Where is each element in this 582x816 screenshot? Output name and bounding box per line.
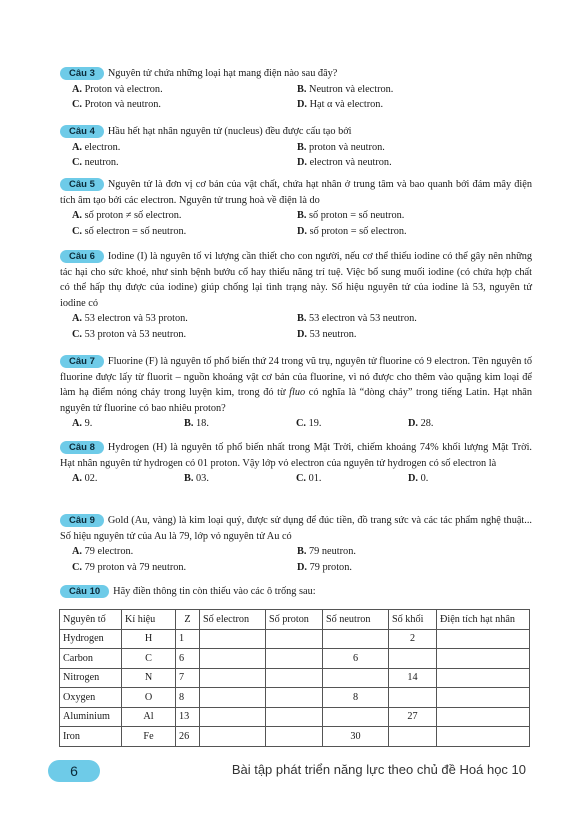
table-cell: 2 <box>389 629 437 649</box>
question-label: Câu 5 <box>60 178 104 191</box>
option-a[interactable]: A. 9. <box>72 418 93 429</box>
option-b[interactable]: B. Neutron và electron. <box>297 83 394 95</box>
table-cell: 13 <box>176 707 200 727</box>
table-cell-blank[interactable] <box>389 688 437 708</box>
table-cell-blank[interactable] <box>389 727 437 747</box>
table-cell-blank[interactable] <box>389 649 437 669</box>
table-cell-blank[interactable] <box>437 668 530 688</box>
option-a[interactable]: A. 02. <box>72 473 98 484</box>
stem-text-end: có nghĩa là “dòng chảy” trong tiếng Latin. Hạt nhân nguyên tử fluorine có bao nhiêu proton? <box>60 387 533 414</box>
table-cell-blank[interactable] <box>200 629 266 649</box>
table-row <box>60 688 530 708</box>
stem-text: Hãy điền thông tin còn thiếu vào các ô trống sau: <box>113 586 316 597</box>
question-stem <box>60 177 532 208</box>
table-cell: 26 <box>176 727 200 747</box>
table-cell: 6 <box>323 649 389 669</box>
table-header: Điện tích hạt nhân <box>437 610 530 630</box>
option-d[interactable]: D. số proton = số electron. <box>297 225 407 237</box>
stem-text: Fluorine (F) là nguyên tố phổ biến thứ 24 trong vũ trụ, nguyên tử fluorine có 9 electron. Tên nguyên tố fluorine được lấy từ fluorit – nguồn khoáng vật cơ bản của fluorine, vì nó được cho thêm vào quặng kim loại để làm hạ điểm nóng chảy trong luyện kim, trong đó từ <box>60 356 532 398</box>
table-cell-blank[interactable] <box>323 629 389 649</box>
option-c[interactable]: C. số electron = số neutron. <box>72 225 187 237</box>
stem-italic: fluo <box>289 387 306 398</box>
stem-text: Hầu hết hạt nhân nguyên tử (nucleus) đều được cấu tạo bởi <box>107 126 352 137</box>
options <box>72 140 532 171</box>
table-cell: 6 <box>176 649 200 669</box>
option-d[interactable]: D. Hạt α và electron. <box>297 99 384 110</box>
question-5 <box>60 177 532 239</box>
option-a[interactable]: A. electron. <box>72 141 121 153</box>
table-cell-blank[interactable] <box>200 649 266 669</box>
option-b[interactable]: B. 79 neutron. <box>297 546 356 557</box>
table-cell-blank[interactable] <box>200 668 266 688</box>
table-header-row <box>60 610 530 630</box>
table-row <box>60 707 530 727</box>
question-stem <box>60 124 532 140</box>
table-header: Số khối <box>389 610 437 630</box>
table-cell-blank[interactable] <box>437 629 530 649</box>
table-cell: 7 <box>176 668 200 688</box>
option-b[interactable]: B. 18. <box>184 418 209 429</box>
option-c[interactable]: C. Proton và neutron. <box>72 99 161 110</box>
question-label: Câu 7 <box>60 355 104 368</box>
element-info-table <box>59 609 530 747</box>
question-stem <box>60 584 532 600</box>
table-cell-blank[interactable] <box>266 668 323 688</box>
option-d[interactable]: D. 0. <box>408 473 429 484</box>
table-cell: C <box>122 649 176 669</box>
table-header: Số proton <box>266 610 323 630</box>
question-label: Câu 10 <box>60 585 109 598</box>
table-row <box>60 629 530 649</box>
option-a[interactable]: A. số proton ≠ số electron. <box>72 210 182 221</box>
table-cell-blank[interactable] <box>266 649 323 669</box>
question-stem <box>60 513 532 544</box>
table-header: Số neutron <box>323 610 389 630</box>
table-cell-blank[interactable] <box>200 727 266 747</box>
table-cell: 30 <box>323 727 389 747</box>
table-cell: 14 <box>389 668 437 688</box>
options <box>72 82 532 113</box>
stem-text: Gold (Au, vàng) là kim loại quý, được sử dụng để đúc tiền, đồ trang sức và các tác phẩm nghệ thuật... Số hiệu nguyên tử của Au là 79, lớp vỏ nguyên tử Au có <box>60 515 532 542</box>
question-label: Câu 3 <box>60 67 104 80</box>
option-b[interactable]: B. proton và neutron. <box>297 141 385 153</box>
option-b[interactable]: B. 03. <box>184 473 209 484</box>
table-header: Số electron <box>200 610 266 630</box>
table-cell: 8 <box>176 688 200 708</box>
option-c[interactable]: C. 19. <box>296 418 322 429</box>
option-c[interactable]: C. 79 proton và 79 neutron. <box>72 561 187 573</box>
table-cell-blank[interactable] <box>200 707 266 727</box>
question-label: Câu 8 <box>60 441 104 454</box>
options <box>72 416 532 432</box>
options <box>72 311 532 342</box>
question-9 <box>60 513 532 575</box>
option-d[interactable]: D. 79 proton. <box>297 561 352 573</box>
table-cell-blank[interactable] <box>200 688 266 708</box>
question-6 <box>60 249 532 342</box>
table-row <box>60 727 530 747</box>
table-cell: Oxygen <box>60 688 122 708</box>
options <box>72 208 532 239</box>
table-header: Kí hiệu <box>122 610 176 630</box>
stem-text: Nguyên tử chứa những loại hạt mang điện nào sau đây? <box>107 68 338 79</box>
page-number: 6 <box>48 760 100 782</box>
table-cell: Aluminium <box>60 707 122 727</box>
option-d[interactable]: D. electron và neutron. <box>297 157 392 168</box>
option-b[interactable]: B. số proton = số neutron. <box>297 210 405 221</box>
question-stem <box>60 440 532 471</box>
table-cell-blank[interactable] <box>437 707 530 727</box>
table-row <box>60 649 530 669</box>
table-cell-blank[interactable] <box>323 668 389 688</box>
table-cell: 8 <box>323 688 389 708</box>
option-b[interactable]: B. 53 electron và 53 neutron. <box>297 313 417 324</box>
option-a[interactable]: A. 53 electron và 53 proton. <box>72 313 188 324</box>
question-7 <box>60 354 532 432</box>
table-cell: Carbon <box>60 649 122 669</box>
table-cell: N <box>122 668 176 688</box>
table-cell-blank[interactable] <box>437 649 530 669</box>
question-stem <box>60 66 532 82</box>
table-cell-blank[interactable] <box>437 727 530 747</box>
table-cell-blank[interactable] <box>266 727 323 747</box>
table-cell: Hydrogen <box>60 629 122 649</box>
question-8 <box>60 440 532 487</box>
option-c[interactable]: C. 53 proton và 53 neutron. <box>72 328 187 340</box>
table-cell: O <box>122 688 176 708</box>
option-a[interactable]: A. 79 electron. <box>72 546 134 557</box>
table-cell: H <box>122 629 176 649</box>
option-c[interactable]: C. 01. <box>296 473 322 484</box>
table-row <box>60 668 530 688</box>
table-cell-blank[interactable] <box>266 707 323 727</box>
question-label: Câu 6 <box>60 250 104 263</box>
option-d[interactable]: D. 53 neutron. <box>297 328 357 340</box>
table-cell: Fe <box>122 727 176 747</box>
question-3 <box>60 66 532 113</box>
stem-text: Iodine (I) là nguyên tố vi lượng cần thiết cho con người, nếu cơ thể thiếu iodine có thể gây nên những tác hại cho sức khoẻ, như sinh bệnh bướu cổ hay thiểu năng trí tuệ. Việc bổ sung muối iodine (có chứa hợp chất có thể hấp thụ được của iodine) giúp chống lại tình trạng này. Số hiệu nguyên tử của iodine là 53, nguyên tử iodine có <box>60 251 532 309</box>
table-cell: 1 <box>176 629 200 649</box>
table-cell: Iron <box>60 727 122 747</box>
question-stem <box>60 249 532 311</box>
question-stem <box>60 354 532 416</box>
question-label: Câu 9 <box>60 514 104 527</box>
table-cell-blank[interactable] <box>437 688 530 708</box>
option-d[interactable]: D. 28. <box>408 418 434 429</box>
question-4 <box>60 124 532 171</box>
options <box>72 544 532 575</box>
options <box>72 471 532 487</box>
table-cell-blank[interactable] <box>266 688 323 708</box>
table-header: Z <box>176 610 200 630</box>
table-cell: 27 <box>389 707 437 727</box>
stem-text: Hydrogen (H) là nguyên tố phổ biến nhất trong Mặt Trời, chiếm khoảng 74% khối lượng Mặt Trời. Hạt nhân nguyên tử hydrogen có 01 proton. Vậy lớp vỏ electron của nguyên tử hydrogen có số electron là <box>60 442 532 469</box>
table-cell-blank[interactable] <box>323 707 389 727</box>
question-label: Câu 4 <box>60 125 104 138</box>
stem-text: Nguyên tử là đơn vị cơ bản của vật chất, chứa hạt nhân ở trung tâm và bao quanh bởi đám mây điện tích âm tạo bởi các electron. Nguyên tử trung hoà về điện là do <box>60 179 532 206</box>
table-cell-blank[interactable] <box>266 629 323 649</box>
table-cell: Al <box>122 707 176 727</box>
option-a[interactable]: A. Proton và electron. <box>72 83 163 95</box>
option-c[interactable]: C. neutron. <box>72 157 119 168</box>
book-title: Bài tập phát triển năng lực theo chủ đề Hoá học 10 <box>231 762 526 777</box>
question-10 <box>60 584 532 600</box>
table-header: Nguyên tố <box>60 610 122 630</box>
table-cell: Nitrogen <box>60 668 122 688</box>
